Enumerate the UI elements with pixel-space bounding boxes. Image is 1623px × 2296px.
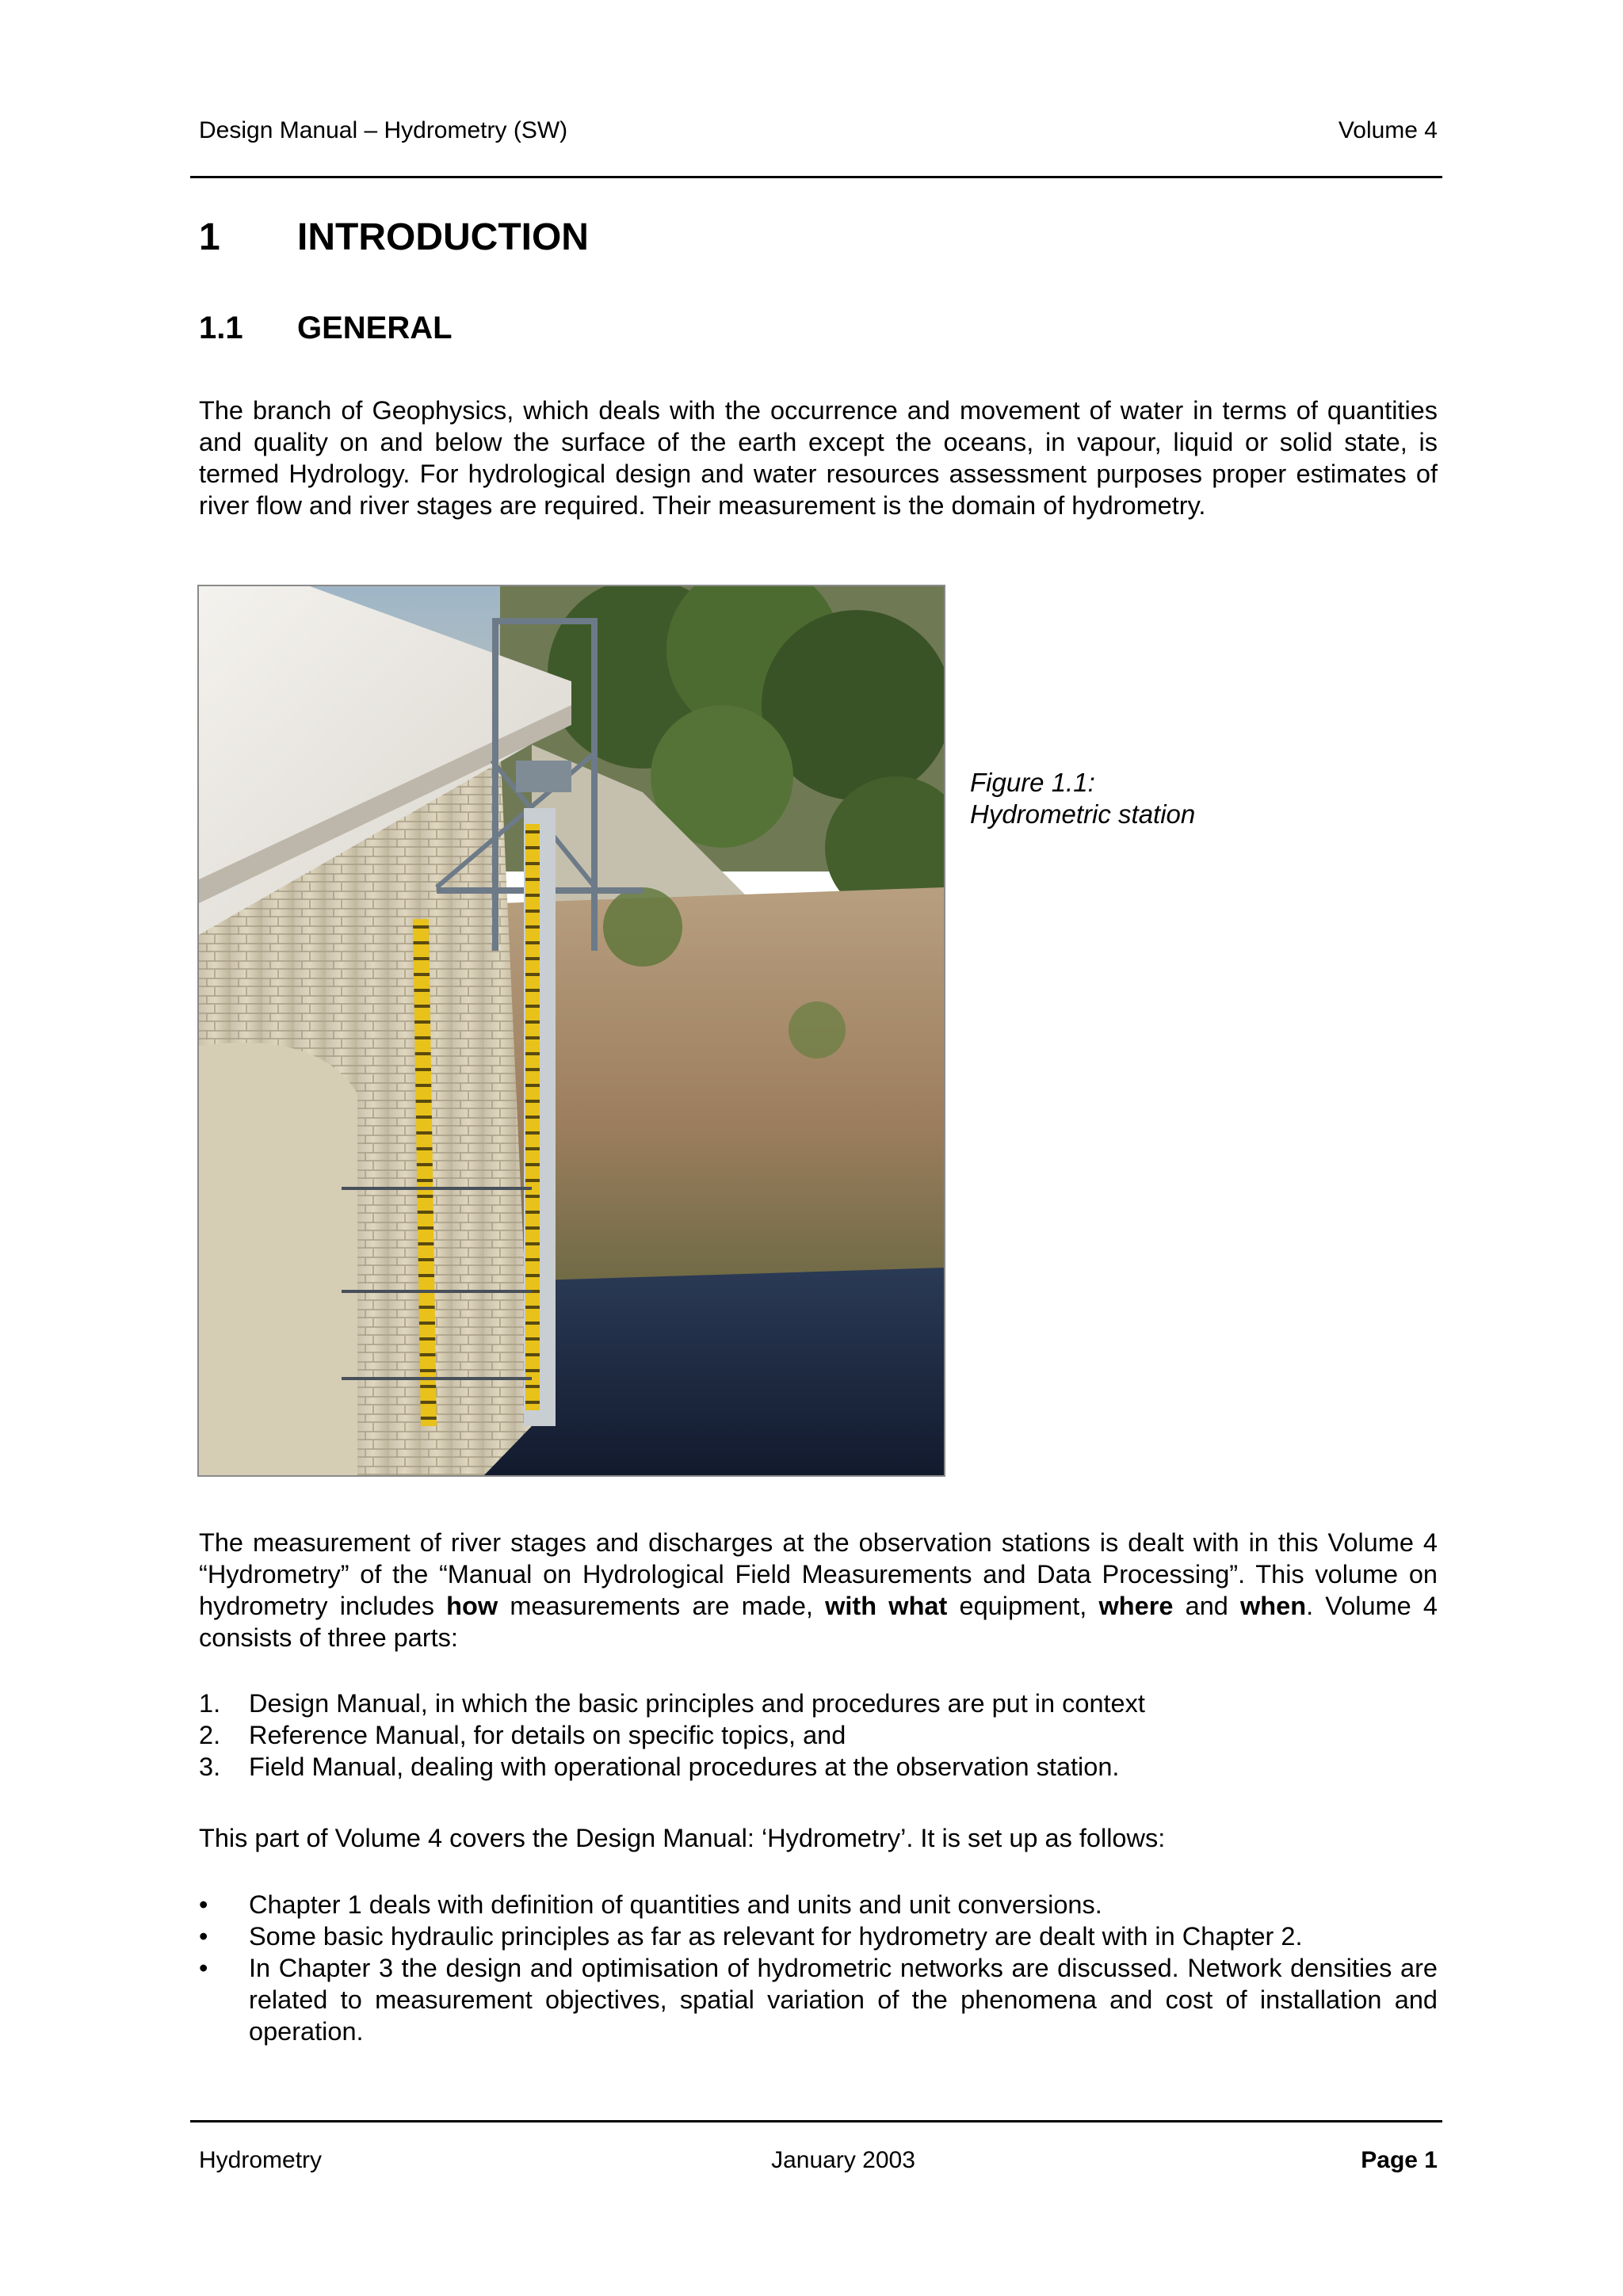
emphasis-with-what: with what <box>825 1592 948 1620</box>
volume-text-3: equipment, <box>947 1592 1099 1620</box>
list-item <box>199 1952 1438 2047</box>
section-number: 1.1 <box>199 311 243 345</box>
chapters-list <box>199 1889 1438 2047</box>
header-volume: Volume 4 <box>1338 117 1438 143</box>
list-item <box>199 1889 1438 1920</box>
bullet-marker: • <box>199 1890 208 1919</box>
list-marker: 2. <box>199 1721 221 1749</box>
header-title: Design Manual – Hydrometry (SW) <box>199 117 568 143</box>
list-marker: 1. <box>199 1689 221 1718</box>
volume-paragraph <box>199 1527 1438 1653</box>
list-item-text: Design Manual, in which the basic principles and procedures are put in context <box>249 1689 1145 1718</box>
section-title: GENERAL <box>297 311 453 345</box>
chapter-number: 1 <box>199 216 220 258</box>
footer-rule <box>190 2120 1442 2122</box>
list-item-text: Chapter 1 deals with definition of quantities and units and unit conversions. <box>249 1890 1102 1919</box>
volume-text-4: and <box>1173 1592 1241 1620</box>
list-marker: 3. <box>199 1753 221 1781</box>
emphasis-when: when <box>1240 1592 1307 1620</box>
list-item-text: In Chapter 3 the design and optimisation of hydrometric networks are discussed. Network densities are related to measurement objectives, spatial variation of the phenomena and cost of installation and operation. <box>249 1954 1438 2046</box>
emphasis-where: where <box>1098 1592 1174 1620</box>
volume-text-5: . Volume 4 consists of three parts: <box>199 1592 1438 1652</box>
list-item-text: Field Manual, dealing with operational procedures at the observation station. <box>249 1753 1120 1781</box>
bullet-marker: • <box>199 1922 208 1951</box>
figure-caption-title: Hydrometric station <box>970 799 1196 829</box>
emphasis-how: how <box>446 1592 498 1620</box>
figure-photo <box>197 585 945 1477</box>
page-number: Page 1 <box>1361 2147 1438 2173</box>
list-item-text: Some basic hydraulic principles as far as relevant for hydrometry are dealt with in Chapter 2. <box>249 1922 1303 1951</box>
bullet-marker: • <box>199 1954 208 1982</box>
parts-list <box>199 1688 1438 1783</box>
list-item <box>199 1688 1438 1719</box>
list-item <box>199 1719 1438 1751</box>
figure-caption-label: Figure 1.1: <box>970 768 1095 797</box>
list-item <box>199 1751 1438 1783</box>
list-item-text: Reference Manual, for details on specific topics, and <box>249 1721 846 1749</box>
footer-date: January 2003 <box>771 2147 915 2173</box>
header-rule <box>190 176 1442 178</box>
chapter-title: INTRODUCTION <box>297 216 589 258</box>
setup-paragraph: This part of Volume 4 covers the Design Manual: ‘Hydrometry’. It is set up as follows: <box>199 1824 1166 1852</box>
volume-text-1: The measurement of river stages and discharges at the observation stations is dealt with in this Volume 4 “Hydrometry” of the “Manual on Hydrological Field Measurements and Data Processing”. This volume on hydrometry includes <box>199 1528 1438 1620</box>
volume-text-2: measurements are made, <box>498 1592 826 1620</box>
intro-paragraph: The branch of Geophysics, which deals with the occurrence and movement of water in terms of quantities and quality on and below the surface of the earth except the oceans, in vapour, liquid or solid state, is termed Hydrology. For hydrological design and water resources assessment purposes proper estimates of river flow and river stages are required. Their measurement is the domain of hydrometry. <box>199 396 1438 520</box>
hydrometric-station-photo <box>199 586 944 1475</box>
footer-title: Hydrometry <box>199 2147 323 2173</box>
list-item <box>199 1920 1438 1952</box>
